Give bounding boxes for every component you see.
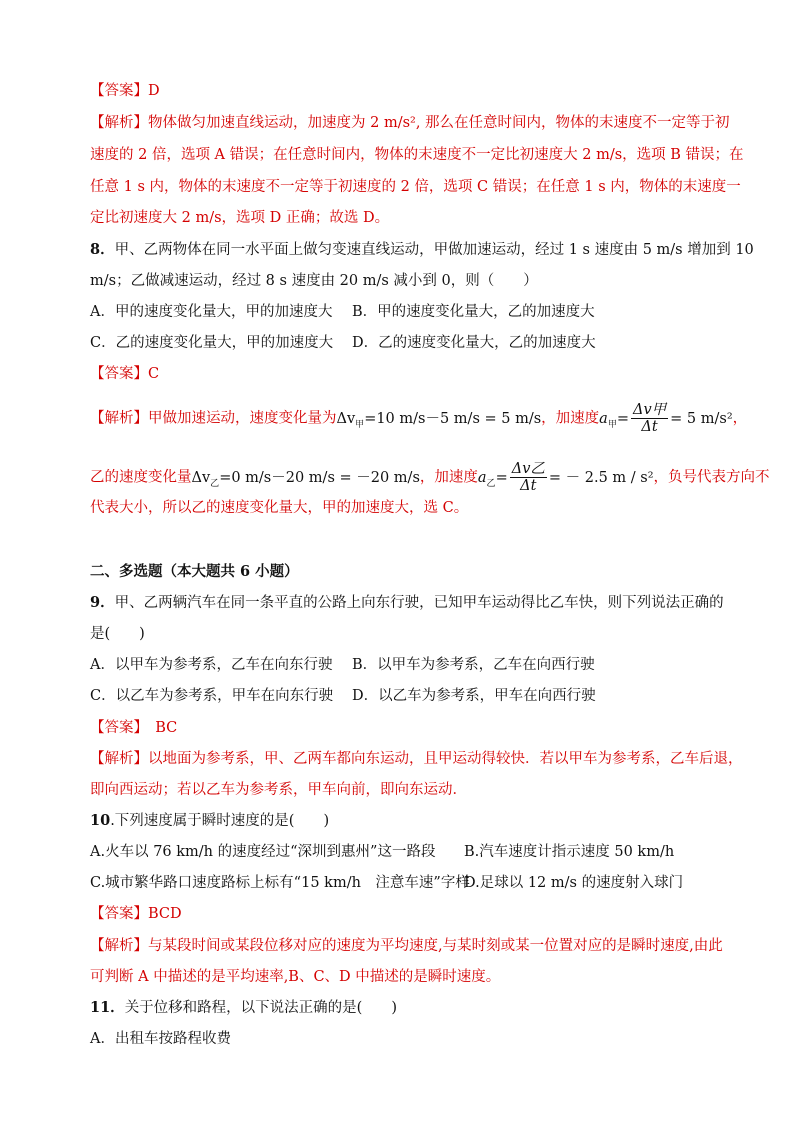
q8-option-d: D．乙的速度变化量大，乙的加速度大 [352, 335, 596, 351]
q10-stem-text: .下列速度属于瞬时速度的是( ) [110, 813, 330, 829]
subscript: 甲 [355, 419, 365, 430]
q9-options-row [90, 655, 595, 675]
analysis-text: ， [732, 410, 748, 427]
subscript: 乙 [210, 478, 220, 489]
q10-answer: 【答案】BCD [90, 906, 182, 922]
q11-option-a: A．出租车按路程收费 [90, 1031, 231, 1047]
subscript: 乙 [486, 478, 496, 489]
q10-analysis-line: 可判断 A 中描述的是平均速率,B、C、D 中描述的是瞬时速度。 [90, 969, 501, 985]
q9-option-c: C．以乙车为参考系，甲车在向东行驶 [90, 688, 334, 704]
q9-stem-line [90, 593, 724, 613]
symbol-a: a [477, 469, 487, 486]
q11-number: 11． [90, 999, 125, 1016]
q10-stem-line [90, 811, 329, 831]
q7-analysis-line: 定比初速度大 2 m/s，选项 D 正确；故选 D。 [90, 210, 390, 226]
q8-stem-text: 甲、乙两物体在同一水平面上做匀变速直线运动，甲做加速运动，经过 1 s 速度由 5 m/s 增加到 10 [114, 242, 754, 258]
q9-stem-line: 是( ) [90, 626, 145, 642]
equation: =0 m/s－20 m/s = －20 m/s [219, 469, 420, 486]
equation-result: = － 2.5 m / s² [548, 469, 654, 486]
q10-analysis-line: 【解析】与某段时间或某段位移对应的速度为平均速度,与某时刻或某一位置对应的是瞬时速度,由此 [90, 938, 723, 954]
q8-option-a: A．甲的速度变化量大，甲的加速度大 [90, 304, 333, 320]
equals-sign: = [495, 469, 508, 486]
q11-stem-text: 关于位移和路程，以下说法正确的是( ) [124, 1000, 397, 1016]
q8-option-b: B．甲的速度变化量大，乙的加速度大 [352, 304, 595, 320]
q9-stem-text: 甲、乙两辆汽车在同一条平直的公路上向东行驶，已知甲车运动得比乙车快，则下列说法正确的 [114, 595, 724, 611]
q8-number: 8． [90, 241, 115, 258]
q10-options-row [90, 842, 675, 862]
q9-answer: 【答案】 BC [90, 720, 178, 736]
q7-analysis-line: 【解析】物体做匀加速直线运动，加速度为 2 m/s², 那么在任意时间内，物体的末速度不一定等于初 [90, 115, 730, 131]
q9-options-row [90, 686, 596, 706]
analysis-text: ，加速度 [419, 469, 478, 486]
analysis-text: 【解析】甲做加速运动，速度变化量为 [90, 410, 337, 427]
delta-v: Δv [336, 410, 356, 427]
q7-analysis-line: 速度的 2 倍，选项 A 错误；在任意时间内，物体的末速度不一定比初速度大 2 m/s，选项 B 错误；在 [90, 147, 744, 163]
q10-option-d: D.足球以 12 m/s 的速度射入球门 [464, 875, 684, 891]
q9-analysis-line: 即向西运动；若以乙车为参考系，甲车向前，即向东运动． [90, 782, 467, 798]
q9-number: 9． [90, 594, 115, 611]
subscript: 甲 [607, 419, 617, 430]
q10-option-b: B.汽车速度计指示速度 50 km/h [464, 844, 675, 860]
fraction-denominator: Δt [520, 478, 537, 494]
section-heading: 二、多选题（本大题共 6 小题） [90, 563, 299, 580]
q8-stem-line: m/s；乙做减速运动，经过 8 s 速度由 20 m/s 减小到 0，则（ ） [90, 273, 538, 289]
q8-stem-line [90, 240, 754, 260]
fraction-numerator: Δv甲 [633, 402, 667, 418]
q8-option-c: C．乙的速度变化量大，甲的加速度大 [90, 335, 334, 351]
q10-option-a: A.火车以 76 km/h 的速度经过“深圳到惠州”这一路段 [90, 844, 436, 860]
q8-analysis-line2 [90, 461, 770, 494]
q9-option-d: D．以乙车为参考系，甲车在向西行驶 [352, 688, 596, 704]
equals-sign: = [616, 410, 629, 427]
q8-answer: 【答案】C [90, 366, 160, 382]
q8-analysis-line1 [90, 402, 747, 435]
fraction-denominator: Δt [641, 419, 658, 435]
analysis-text: 乙的速度变化量 [90, 469, 192, 486]
fraction-numerator: Δv乙 [511, 461, 545, 477]
q9-option-a: A．以甲车为参考系，乙车在向东行驶 [90, 657, 333, 673]
q10-options-row [90, 873, 684, 893]
symbol-a: a [599, 410, 608, 427]
q7-answer: 【答案】D [90, 83, 160, 99]
q7-analysis-line: 任意 1 s 内，物体的末速度不一定等于初速度的 2 倍，选项 C 错误；在任意 1 s 内，物体的末速度一 [90, 179, 741, 195]
equation-result: = 5 m/s² [670, 410, 733, 427]
fraction [631, 402, 668, 435]
delta-v: Δv [191, 469, 211, 486]
q9-analysis-line: 【解析】以地面为参考系，甲、乙两车都向东运动，且甲运动得较快．若以甲车为参考系，乙车后退， [90, 751, 743, 767]
q10-number: 10 [90, 812, 111, 829]
q8-options-row [90, 333, 596, 353]
equation: =10 m/s－5 m/s = 5 m/s [364, 410, 542, 427]
analysis-text: ，加速度 [541, 410, 600, 427]
q10-option-c: C.城市繁华路口速度路标上标有“15 km/h 注意车速”字样 [90, 875, 470, 891]
analysis-text: ，负号代表方向不 [653, 469, 770, 486]
fraction [510, 461, 547, 494]
q8-analysis-line3: 代表大小，所以乙的速度变化量大，甲的加速度大，选 C。 [90, 500, 469, 516]
q9-option-b: B．以甲车为参考系，乙车在向西行驶 [352, 657, 595, 673]
q11-stem-line [90, 998, 397, 1018]
q8-options-row [90, 302, 595, 322]
